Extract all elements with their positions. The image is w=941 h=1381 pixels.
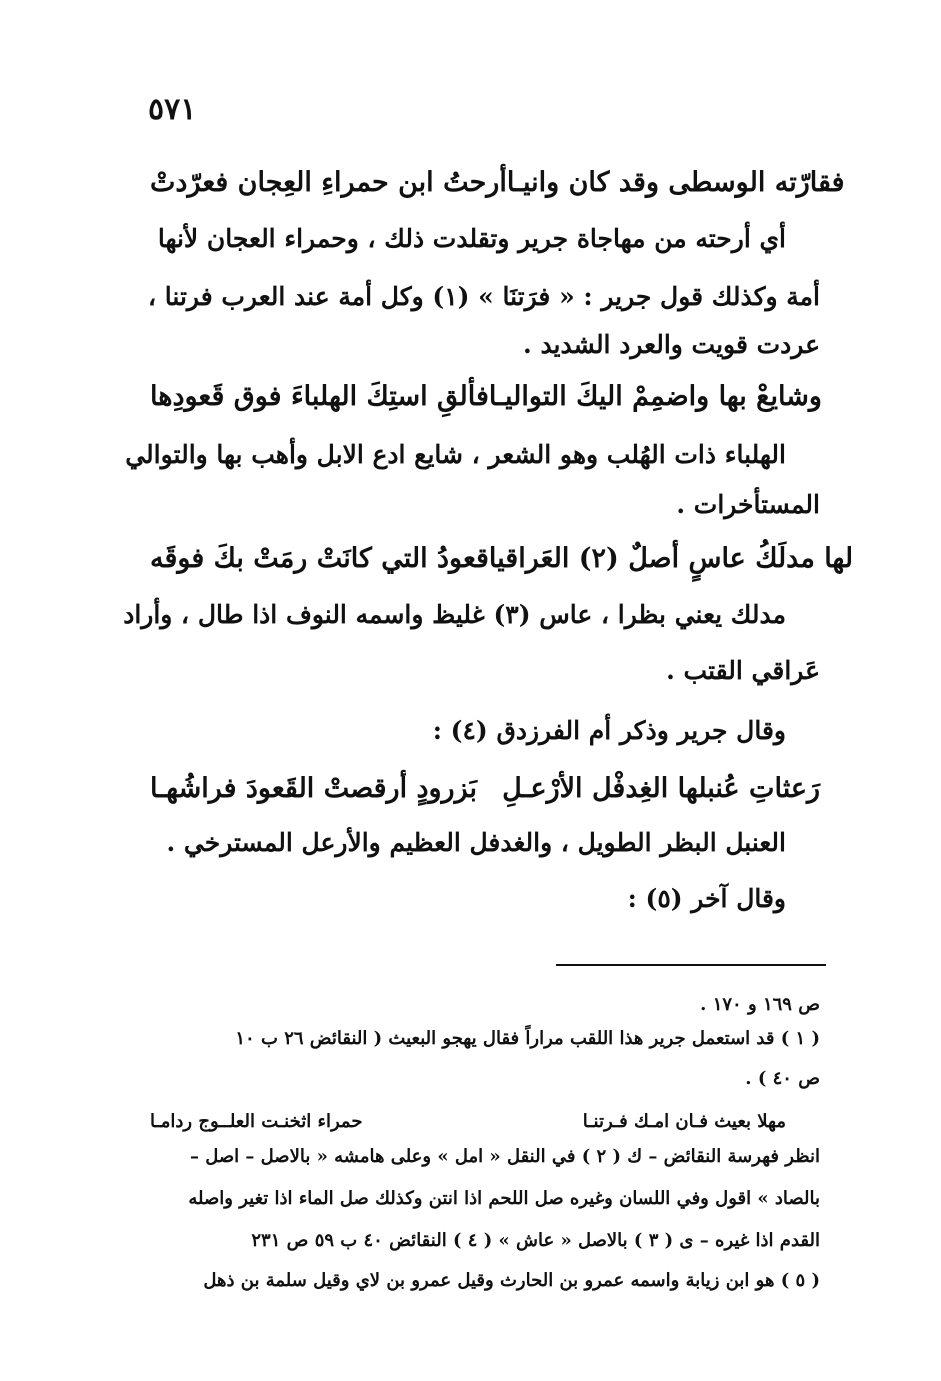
footnote-line-0: ص ١٦٩ و ١٧٠ . (700, 994, 820, 1015)
footnote-line-3: انظر فهرسة النقائض – ك ( ٢ ) في النقل « امل » وعلى هامشه « بالاصل – اصل – (189, 1146, 820, 1167)
footnote-separator (556, 964, 826, 966)
footnote-line-4: بالصاد » اقول وفي اللسان وغيره صل اللحم اذا انتن وكذلك صل الماء اذا تغير واصله (188, 1188, 820, 1209)
prose-3-line-2: عَراقي القتب . (666, 656, 820, 685)
verse-4 (150, 766, 820, 810)
footnote-line-5: القدم اذا غيره – ى ( ٣ ) بالاصل « عاش » ( ٤ ) النقائض ٤٠ ب ٥٩ ص ٢٣١ (251, 1230, 820, 1251)
prose-1-line-1: أي أرحته من مهاجاة جرير وتقلدت ذلك ، وحمراء العجان لأنها (157, 224, 786, 253)
verse-3-second-hemistich: لها مدلَكُ عاسٍ أصلٌ (٢) العَراقيا (488, 542, 854, 574)
verse-2-second-hemistich: وشايعْ بها واضمِمْ اليكَ التواليـا (488, 380, 822, 412)
footnote-verse-second: حمراء اثخنـت العلــوج ردامـا (150, 1110, 363, 1132)
prose-1-line-2: أمة وكذلك قول جرير : « فرَتنَا » (١) وكل أمة عند العرب فرتنا ، (148, 282, 820, 311)
verse-2-first-hemistich: فألقِ استِكَ الهلباءَ فوق قَعودِها (150, 380, 489, 412)
footnote-verse-first: مهلا بعيث فـان امـك فـرتنـا (582, 1110, 786, 1132)
verse-2 (150, 374, 820, 418)
intro-other: وقال آخر (٥) : (627, 884, 786, 913)
prose-2-line-1: الهلباء ذات الهُلب وهو الشعر ، شايع ادع الابل وأهب بها والتوالي (125, 440, 786, 469)
footnote-line-2: ص ٤٠ ) . (745, 1068, 820, 1089)
verse-3-first-hemistich: قعودُ التي كانَتْ رمَتْ بكَ فوقَه (150, 542, 489, 574)
verse-4-first-hemistich: بَزرودٍ أرقصتْ القَعودَ فراشُهـا (150, 772, 477, 804)
prose-4-line-1: العنبل البظر الطويل ، والغدفل العظيم والأرعل المسترخي . (166, 828, 786, 857)
verse-4-second-hemistich: رَعثاتِ عُنبلها الغِدفْل الأرْعـلِ (502, 772, 820, 804)
prose-2-line-2: المستأخرات . (676, 490, 820, 519)
verse-1-first-hemistich: أرحتُ ابن حمراءِ العِجان فعرّدتْ (150, 166, 507, 198)
footnote-line-6: ( ٥ ) هو ابن زيابة واسمه عمرو بن الحارث وقيل عمرو بن لاي وقيل سلمة بن ذهل (203, 1270, 820, 1291)
prose-1-line-3: عردت قويت والعرد الشديد . (523, 330, 820, 359)
verse-3 (150, 536, 854, 580)
page-number: ٥٧١ (148, 92, 197, 127)
verse-1 (150, 160, 845, 204)
footnote-verse (150, 1106, 786, 1136)
footnote-line-1: ( ١ ) قد استعمل جرير هذا اللقب مراراً فقال يهجو البعيث ( النقائض ٢٦ ب ١٠ (235, 1028, 820, 1049)
intro-jarir: وقال جرير وذكر أم الفرزدق (٤) : (432, 716, 786, 745)
verse-1-second-hemistich: فقارّته الوسطى وقد كان وانيـا (506, 166, 845, 198)
prose-3-line-1: مدلك يعني بظرا ، عاس (٣) غليظ واسمه النوف اذا طال ، وأراد (123, 600, 786, 629)
